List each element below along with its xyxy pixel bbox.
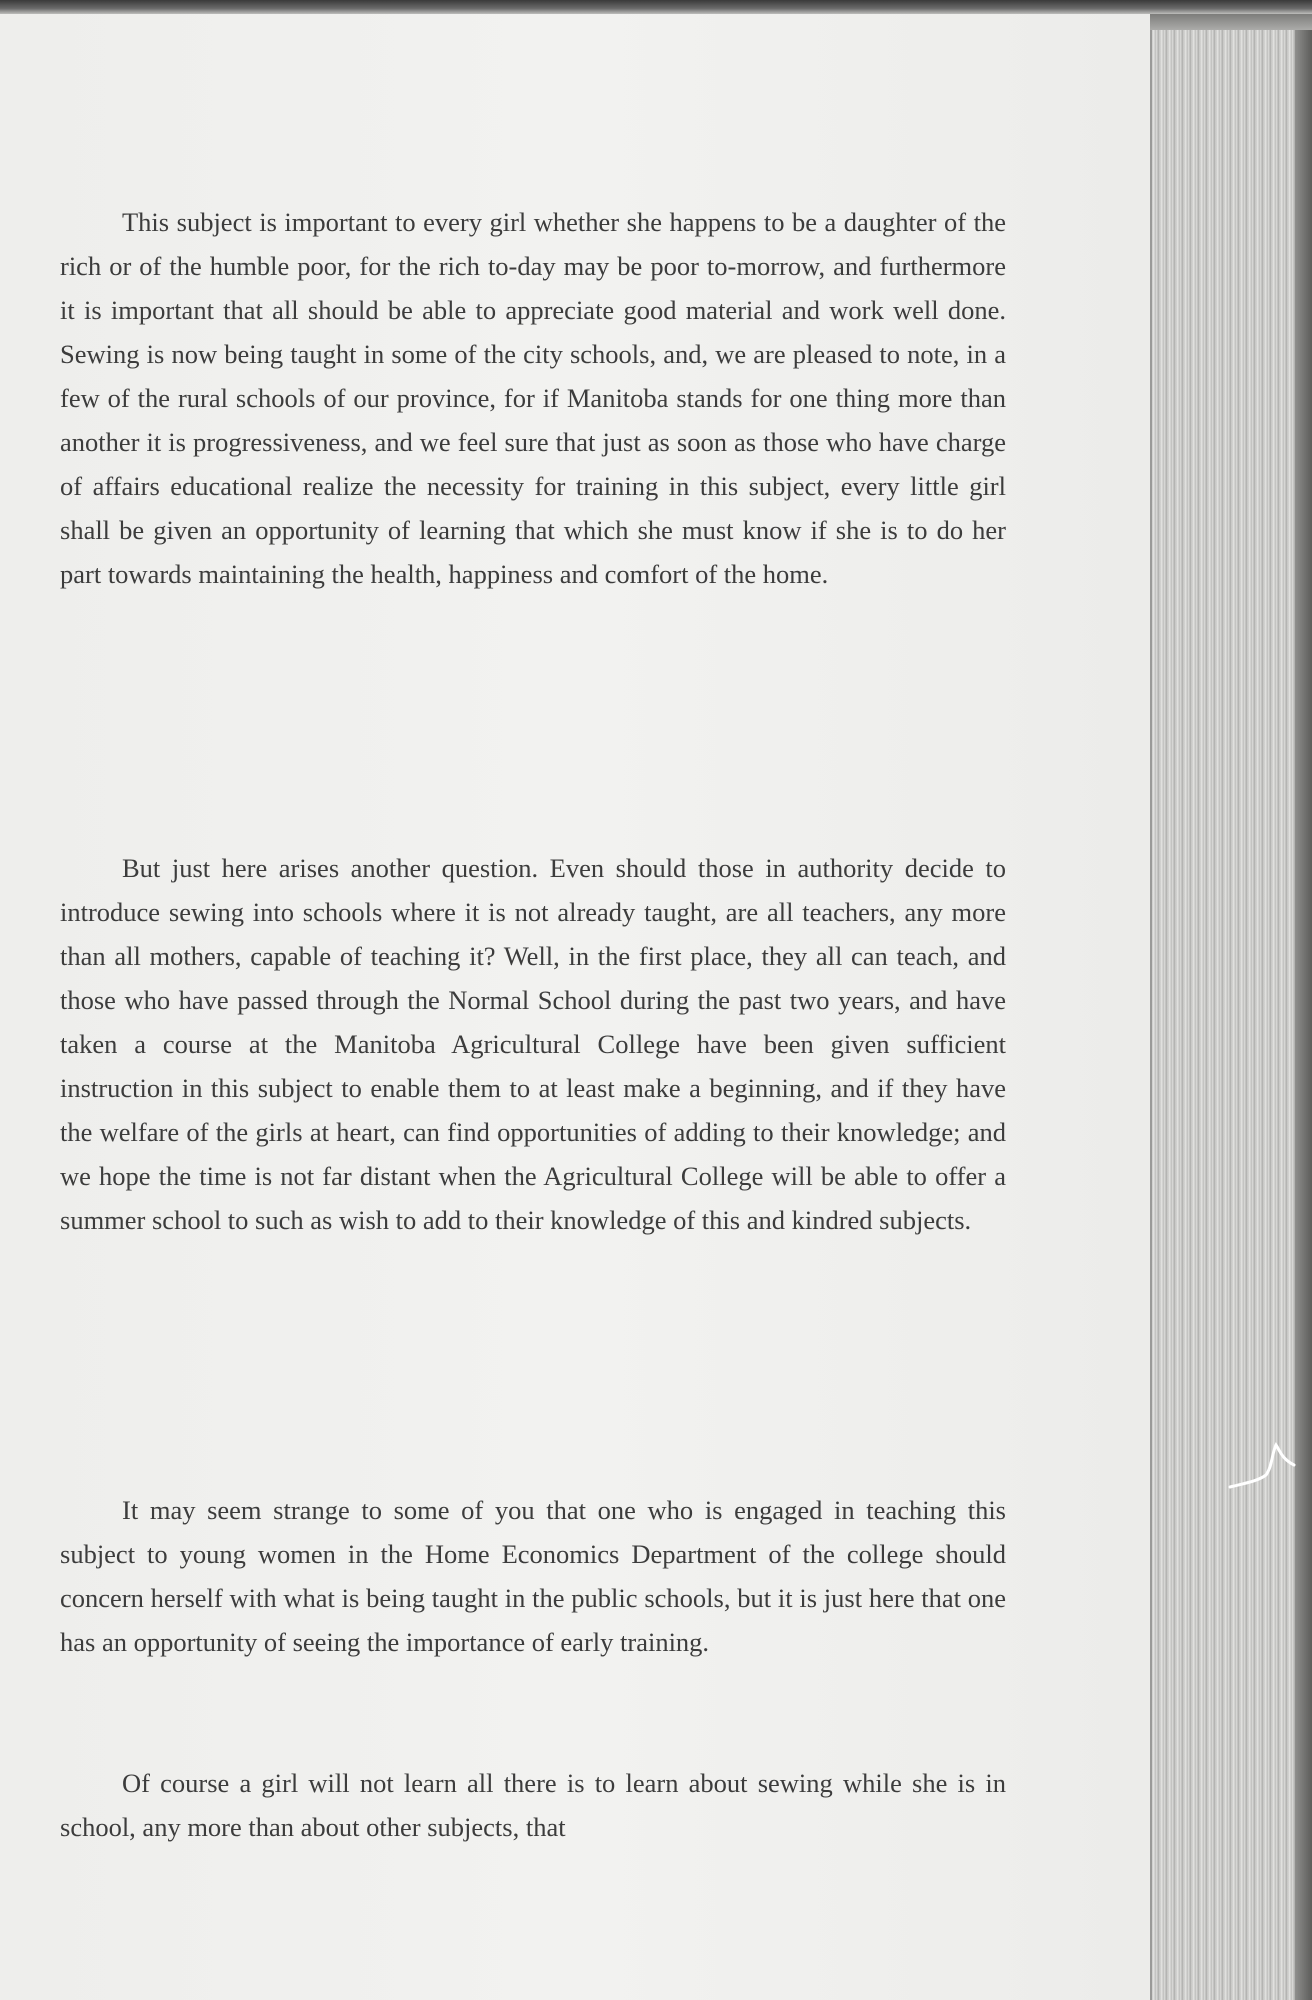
page-edges-shadow: [1295, 30, 1312, 2000]
page-marker-icon: [1228, 1435, 1298, 1495]
paragraph-2: But just here arises another question. Even should those in authority decide to introduce sewing into schools where it is not already taught, are all teachers, any more than all mothers, capable of teaching it? Well, in the first place, they all can teach, and those who have passed through the Normal School during the past two years, and have taken a course at the Manitoba Agricultural College have been given sufficient instruction in this subject to enable them to at least make a beginning, and if they have the welfare of the girls at heart, can find opportunities of adding to their knowledge; and we hope the time is not far distant when the Agricultural College will be able to offer a summer school to such as wish to add to their knowledge of this and kindred subjects.: [60, 853, 1006, 1235]
paragraph-4: Of course a girl will not learn all there is to learn about sewing while she is in school, any more than about other subjects, that: [60, 1768, 1006, 1842]
page-edges-stack: [1150, 30, 1302, 2000]
paragraph-1: This subject is important to every girl whether she happens to be a daughter of the rich or of the humble poor, for the rich to-day may be poor to-morrow, and furthermore it is important that all should be able to appreciate good material and work well done. Sewing is now being taught in some of the city schools, and, we are pleased to note, in a few of the rural schools of our province, for if Manitoba stands for one thing more than another it is progressiveness, and we feel sure that just as soon as those who have charge of affairs educational realize the necessity for training in this subject, every little girl shall be given an opportunity of learning that which she must know if she is to do her part towards maintaining the health, happiness and comfort of the home.: [60, 207, 1006, 589]
paragraph-3: It may seem strange to some of you that one who is engaged in teaching this subject to young women in the Home Economics Department of the college should concern herself with what is being taught in the public schools, but it is just here that one has an opportunity of seeing the importance of early training.: [60, 1495, 1006, 1657]
scan-top-edge: [0, 0, 1312, 14]
